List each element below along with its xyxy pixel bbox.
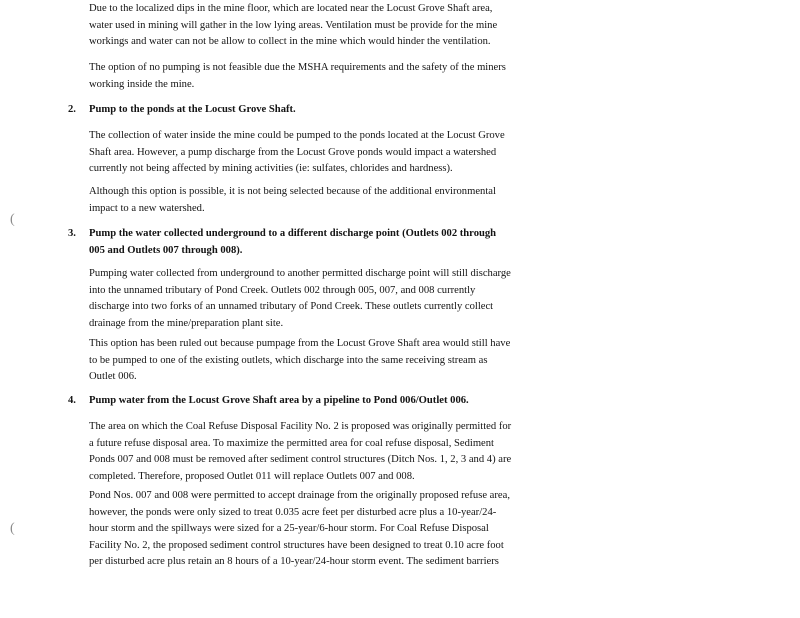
list-number: 2. [68, 104, 76, 115]
option-2-paragraph-2 [89, 184, 575, 217]
heading-line: Pump the water collected underground to a different discharge point (Outlets 002 through [89, 228, 497, 239]
heading-line: 005 and Outlets 007 through 008). [89, 244, 243, 256]
intro-paragraph-1 [89, 1, 575, 51]
text-line: however, the ponds were only sized to treat 0.035 acre feet per disturbed acre plus a 10-year/24- [89, 506, 497, 518]
text-line: discharge into two forks of an unnamed tributary of Pond Creek. These outlets currently collect [89, 301, 494, 313]
text-line: Shaft area. However, a pump discharge from the Locust Grove ponds would impact a watershed [89, 146, 497, 158]
text-line: per disturbed acre plus retain an 8 hours of a 10-year/24-hour storm event. The sediment barriers [89, 556, 499, 568]
option-4-paragraph-2 [89, 488, 575, 571]
text-line: The option of no pumping is not feasible due the MSHA requirements and the safety of the miners [89, 62, 506, 73]
text-line: Pumping water collected from underground to another permitted discharge point will still discharge [89, 268, 511, 279]
heading-text [89, 226, 496, 259]
text-line: to be pumped to one of the existing outlets, which discharge into the same receiving stream as [89, 354, 488, 366]
text-line: hour storm and the spillways were sized for a 25-year/6-hour storm. For Coal Refuse Disposal [89, 523, 489, 535]
text-line: Due to the localized dips in the mine floor, which are located near the Locust Grove Shaft area, [89, 3, 493, 14]
text-line: Ponds 007 and 008 must be removed after sediment control structures (Ditch Nos. 1, 2, 3 and 4) are [89, 454, 512, 466]
text-line: workings and water can not be allow to collect in the mine which would hinder the ventilation. [89, 36, 491, 48]
heading-text [89, 102, 296, 119]
text-line: water used in mining will gather in the low lying areas. Ventilation must be provide for the mine [89, 19, 498, 31]
option-3-paragraph-2 [89, 336, 575, 386]
text-line: drainage from the mine/preparation plant site. [89, 317, 284, 329]
text-line: Facility No. 2, the proposed sediment control structures have been designed to treat 0.10 acre foot [89, 539, 504, 551]
text-line: This option has been ruled out because pumpage from the Locust Grove Shaft area would still have [89, 338, 511, 349]
list-number: 4. [68, 395, 76, 406]
text-line: into the unnamed tributary of Pond Creek. Outlets 002 through 005, 007, and 008 currently [89, 284, 476, 296]
option-3-paragraph-1 [89, 266, 575, 332]
text-line: completed. Therefore, proposed Outlet 011 will replace Outlets 007 and 008. [89, 470, 415, 482]
text-line: impact to a new watershed. [89, 202, 205, 214]
heading-line: Pump to the ponds at the Locust Grove Shaft. [89, 104, 296, 115]
text-line: currently not being affected by mining activities (ie: sulfates, chlorides and hardness). [89, 163, 453, 175]
margin-punch-mark: ( [10, 521, 15, 536]
option-2-paragraph-1 [89, 128, 575, 178]
text-line: Outlet 006. [89, 371, 137, 383]
margin-punch-mark: ( [10, 212, 15, 227]
text-line: The collection of water inside the mine could be pumped to the ponds located at the Locust Grove [89, 130, 505, 141]
text-line: Pond Nos. 007 and 008 were permitted to accept drainage from the originally proposed refuse area, [89, 490, 510, 501]
option-4-paragraph-1 [89, 419, 575, 485]
heading-text [89, 393, 469, 410]
intro-paragraph-2 [89, 60, 575, 93]
heading-line: Pump water from the Locust Grove Shaft area by a pipeline to Pond 006/Outlet 006. [89, 395, 469, 406]
list-number: 3. [68, 228, 76, 239]
text-line: The area on which the Coal Refuse Disposal Facility No. 2 is proposed was originally permitted for [89, 421, 512, 432]
text-line: Although this option is possible, it is not being selected because of the additional environmental [89, 186, 496, 197]
text-line: working inside the mine. [89, 78, 195, 90]
text-line: a future refuse disposal area. To maximize the permitted area for coal refuse disposal, Sediment [89, 437, 495, 449]
